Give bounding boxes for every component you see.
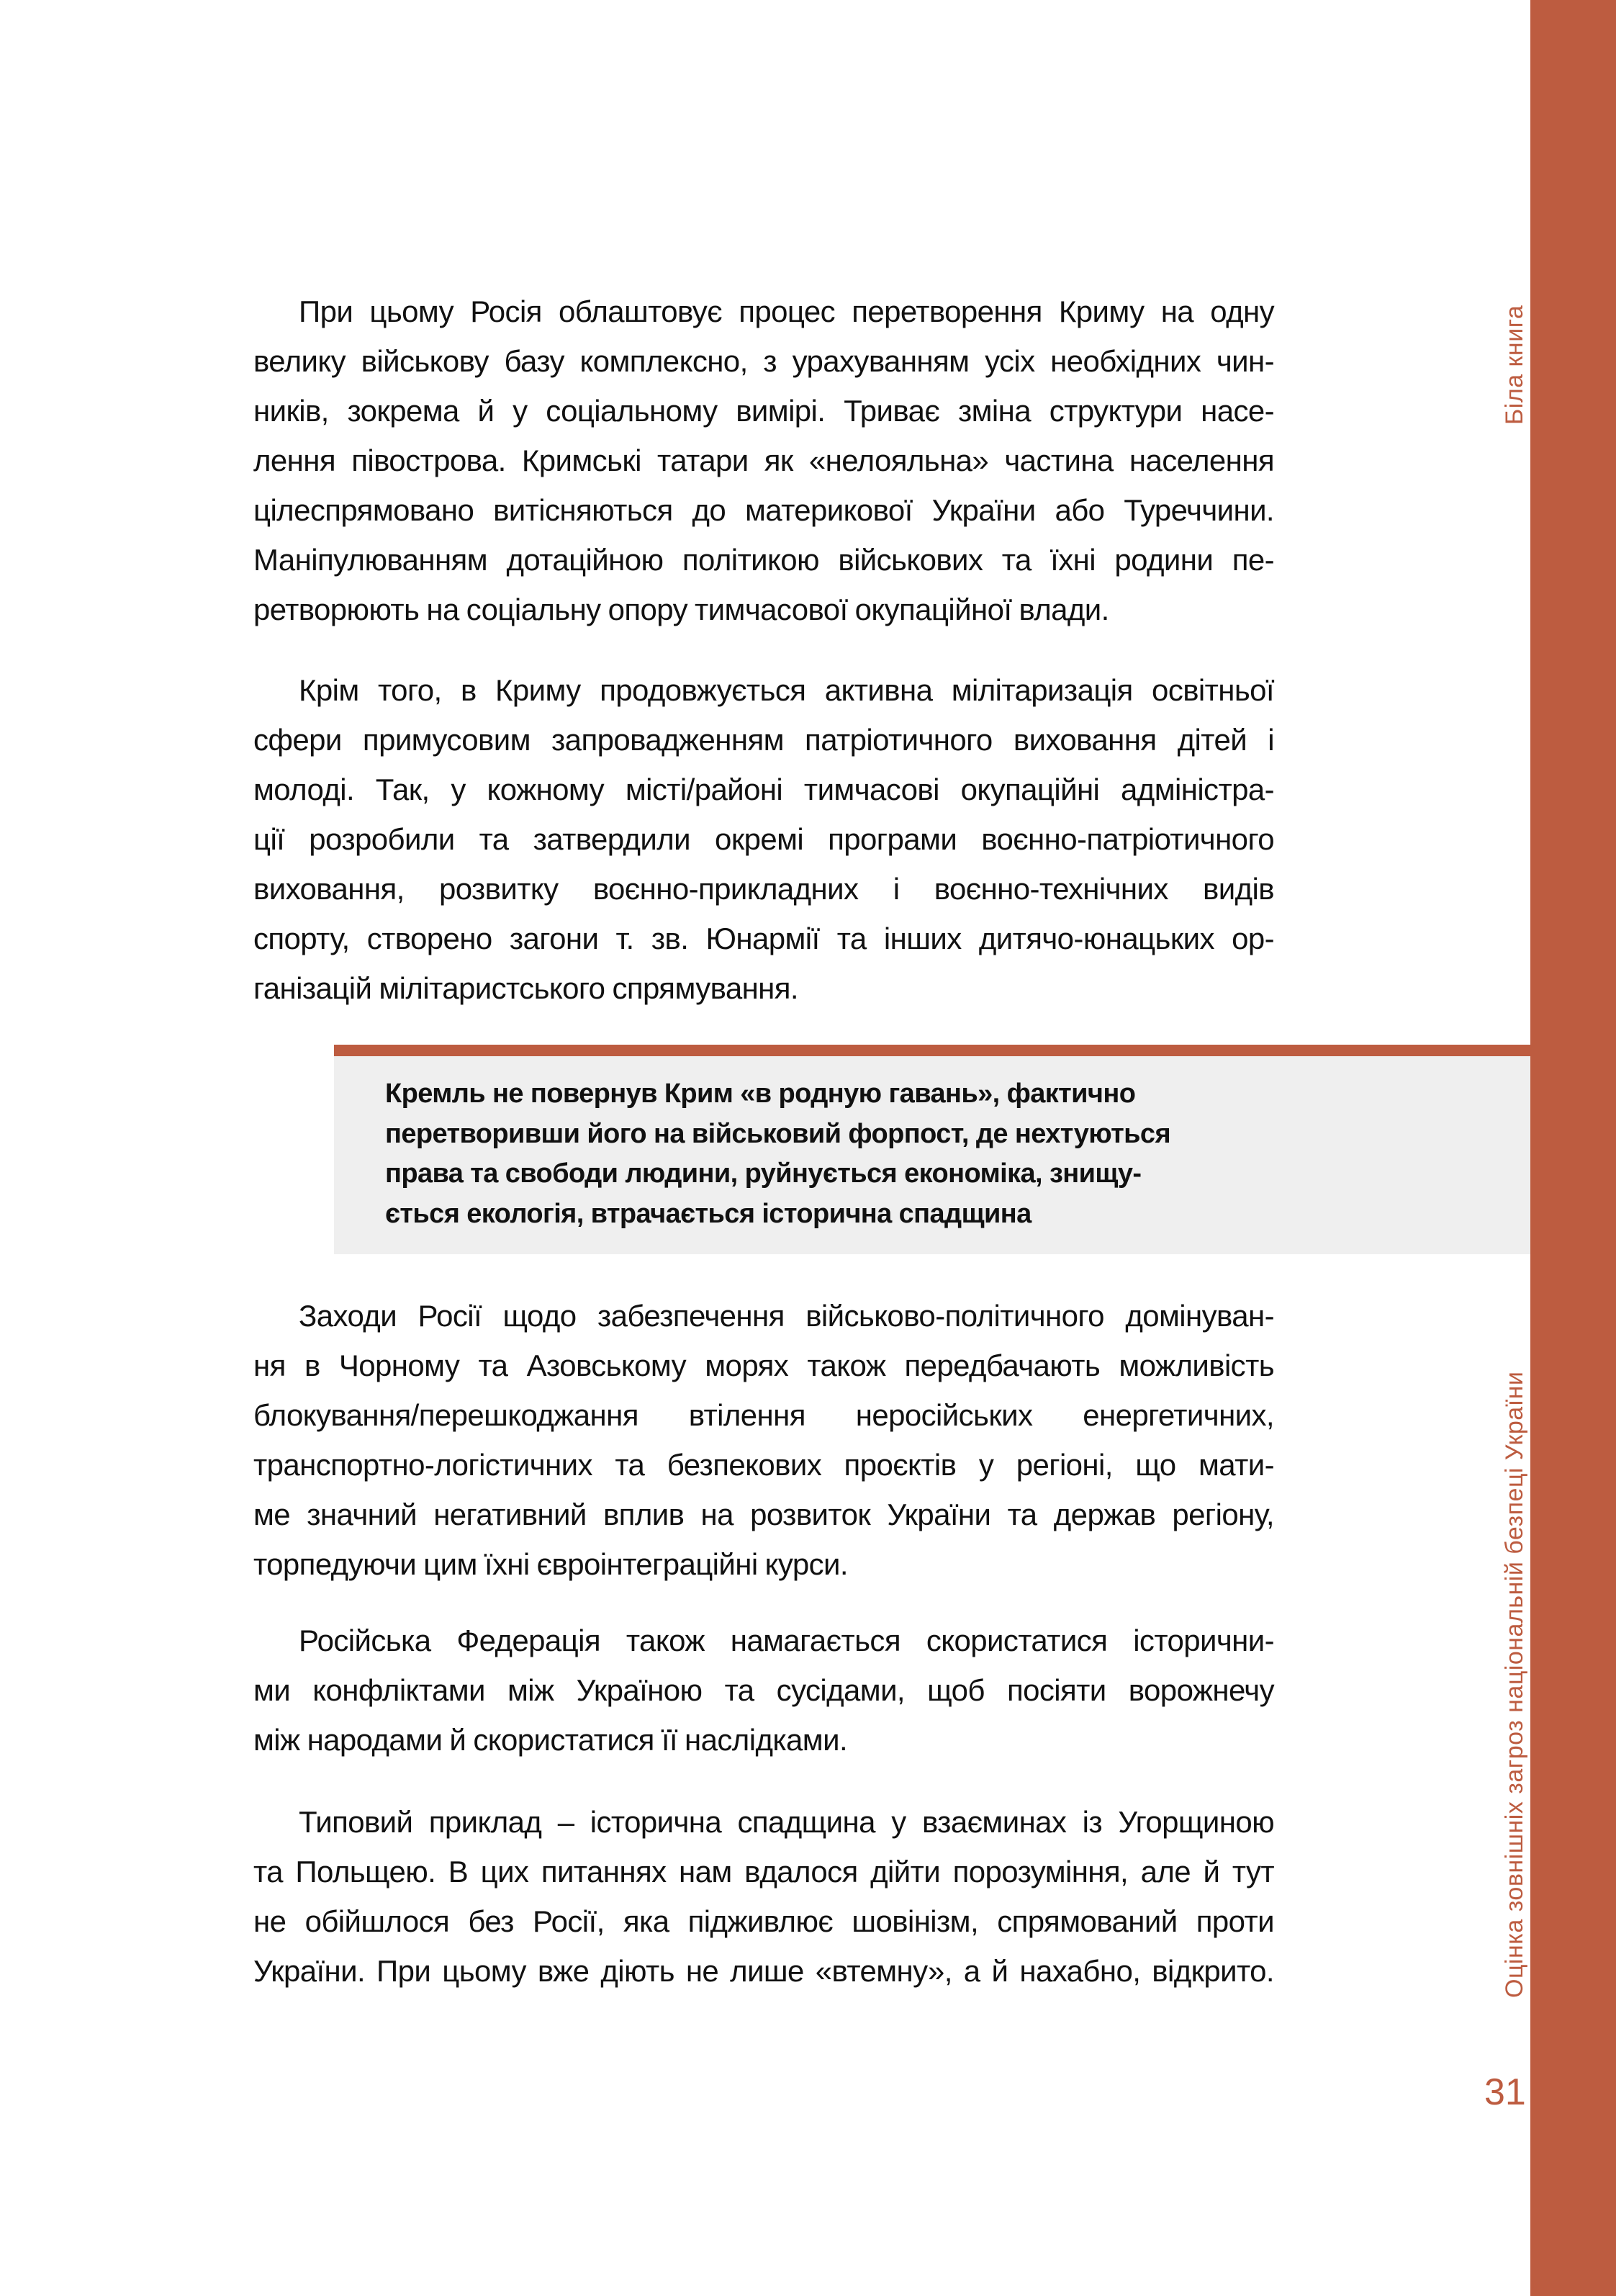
text-line: спорту, створено загони т. зв. Юнармії та інших дитячо-юнацьких ор- <box>253 922 1274 955</box>
body-paragraph-2 <box>253 665 1274 1013</box>
page-number: 31 <box>1484 2071 1526 2113</box>
text-line: ня в Чорному та Азовському морях також передбачають можливість <box>253 1349 1274 1382</box>
text-line: велику військову базу комплексно, з урахуванням усіх необхідних чин- <box>253 344 1274 378</box>
text-line: При цьому Росія облаштовує процес перетворення Криму на одну <box>299 294 1274 328</box>
body-paragraph-5 <box>253 1797 1274 1996</box>
pull-quote-text <box>385 1074 1249 1234</box>
running-head-section-title: Оцінка зовнішніх загроз національній безпеці України <box>1501 1371 1528 1998</box>
text-line: України. При цьому вже діють не лише «втемну», а й нахабно, відкрито. <box>253 1954 1274 1988</box>
text-line: Російська Федерація також намагається скористатися історични- <box>299 1624 1274 1657</box>
text-line: блокування/перешкоджання втілення неросійських енергетичних, <box>253 1398 1274 1432</box>
text-line: виховання, розвитку воєнно-прикладних і воєнно-технічних видів <box>253 872 1274 906</box>
text-line: ників, зокрема й у соціальному вимірі. Триває зміна структури насе- <box>253 394 1274 428</box>
text-line: ції розробили та затвердили окремі програми воєнно-патріотичного <box>253 822 1274 856</box>
text-line: та Польщею. В цих питаннях нам вдалося дійти порозуміння, але й тут <box>253 1855 1274 1888</box>
text-line: Кремль не повернув Крим «в родную гавань», фактично <box>385 1079 1136 1109</box>
text-line: між народами й скористатися її наслідками. <box>253 1723 848 1757</box>
text-line: ганізацій мілітаристського спрямування. <box>253 971 798 1005</box>
text-line: транспортно-логістичних та безпекових проєктів у регіоні, що мати- <box>253 1448 1274 1482</box>
text-line: права та свободи людини, руйнується економіка, знищу- <box>385 1158 1142 1189</box>
text-line: сфери примусовим запровадженням патріотичного виховання дітей і <box>253 723 1274 757</box>
text-line: ретворюють на соціальну опору тимчасової окупаційної влади. <box>253 593 1109 626</box>
text-line: молоді. Так, у кожному місті/районі тимчасові окупаційні адміністра- <box>253 773 1274 806</box>
pull-quote-box <box>334 1045 1530 1254</box>
body-paragraph-3 <box>253 1291 1274 1589</box>
running-head-book-title: Біла книга <box>1501 305 1528 425</box>
text-line: торпедуючи цим їхні євроінтеграційні курси. <box>253 1547 848 1581</box>
text-line: ми конфліктами між Україною та сусідами, щоб посіяти ворожнечу <box>253 1673 1274 1707</box>
body-paragraph-1 <box>253 287 1274 634</box>
text-line: перетворивши його на військовий форпост, де нехтуються <box>385 1118 1171 1149</box>
text-line: цілеспрямовано витісняються до материкової України або Туреччини. <box>253 493 1274 527</box>
text-line: ме значний негативний вплив на розвиток України та держав регіону, <box>253 1498 1274 1531</box>
text-line: Заходи Росії щодо забезпечення військово-політичного домінуван- <box>299 1299 1274 1333</box>
body-paragraph-4 <box>253 1616 1274 1765</box>
pull-quote-accent-bar <box>334 1045 1530 1056</box>
page-edge-sidebar <box>1530 0 1616 2296</box>
text-line: Маніпулюванням дотаційною політикою військових та їхні родини пе- <box>253 543 1274 577</box>
text-line: ється екологія, втрачається історична спадщина <box>385 1198 1032 1229</box>
text-line: лення півострова. Кримські татари як «нелояльна» частина населення <box>253 444 1274 477</box>
text-line: Крім того, в Криму продовжується активна мілітаризація освітньої <box>299 673 1274 707</box>
text-line: Типовий приклад – історична спадщина у взаєминах із Угорщиною <box>299 1805 1274 1839</box>
text-line: не обійшлося без Росії, яка підживлює шовінізм, спрямований проти <box>253 1904 1274 1938</box>
